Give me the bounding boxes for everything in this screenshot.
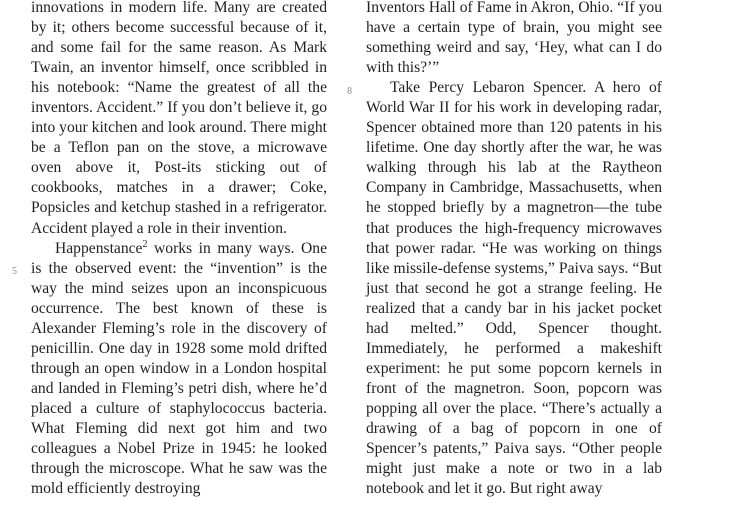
- paragraph-number-8: 8: [347, 86, 352, 97]
- paragraph-5-body: works in many ways. One is the observed event: the “invention” is the way the mind seizes upon an inconspicuous occurrence. The best known of these is Alexander Fleming’s role in the discovery of penicillin. One day in 1928 some mold drifted through an open window in a London hospital and landed in Fleming’s petri dish, where he’d placed a culture of staphylococcus bacteria. What Fleming did next got him and two colleagues a Nobel Prize in 1945: he looked through the microscope. What he saw was the mold efficiently destroying: [31, 239, 327, 498]
- paragraph-8: Take Percy Lebaron Spencer. A hero of World War II for his work in developing radar, Spencer obtained more than 120 patents in his lifetime. One day shortly after the war, he was walking through his lab at the Raytheon Company in Cambridge, Massachusetts, when he stopped briefly by a magnetron—the tube that produces the high-frequency microwaves that power radar. “He was working on things like missile-defense systems,” Paiva says. “But just that second he got a strange feeling. He realized that a candy bar in his jacket pocket had melted.” Odd, Spencer thought. Immediately, he performed a makeshift experiment: he put some popcorn kernels in front of the magnetron. Soon, popcorn was popping all over the place. “There’s actually a drawing of a bag of popcorn in one of Spencer’s patents,” Paiva says. “Other people might just make a note or two in a lab notebook and let it go. But right away: [366, 79, 662, 498]
- left-column: [31, 0, 327, 499]
- paragraph-continuation: innovations in modern life. Many are created by it; others become successful because of it, and some fail for the same reason. As Mark Twain, an inventor himself, once scribbled in his notebook: “Name the greatest of all the inventors. Accident.” If you don’t believe it, go into your kitchen and look around. There might be a Teflon pan on the stove, a microwave oven above it, Post-its sticking out of cookbooks, matches in a drawer; Coke, Popsicles and ketchup stashed in a refrigerator. Accident played a role in their invention.: [31, 0, 327, 237]
- footnote-marker: 2: [142, 238, 148, 250]
- paragraph-5-lead: Happenstance: [55, 239, 143, 257]
- paragraph-5: [31, 239, 327, 500]
- paragraph-number-5: 5: [12, 266, 17, 277]
- paragraph-continuation: Inventors Hall of Fame in Akron, Ohio. “If you have a certain type of brain, you might see something weird and say, ‘Hey, what can I do with this?’”: [366, 0, 662, 77]
- right-column: [366, 0, 662, 499]
